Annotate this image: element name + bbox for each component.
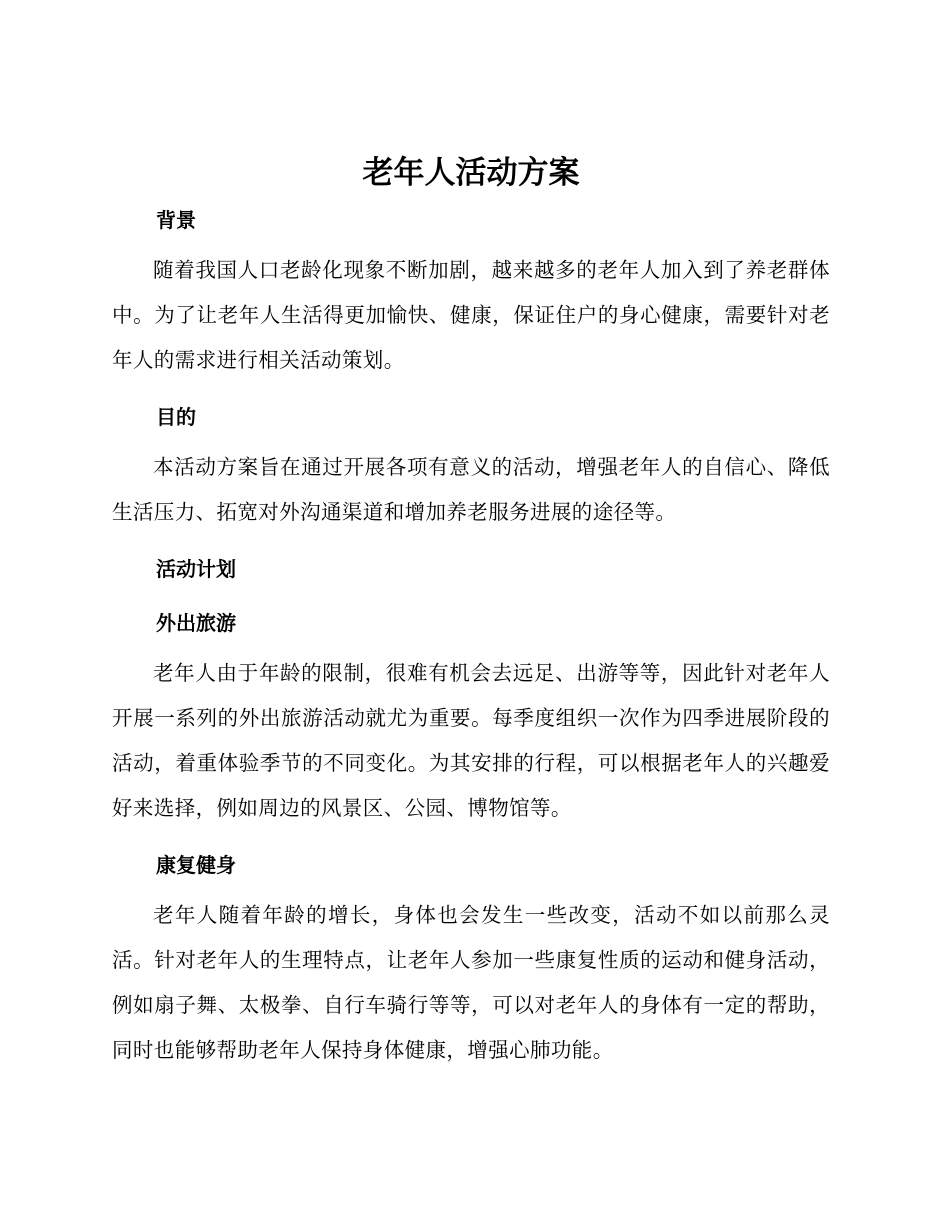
spacer [112,643,830,651]
section-heading-background: 背景 [156,208,196,232]
document-body [112,150,830,1073]
section-heading-purpose: 目的 [156,405,196,429]
paragraph-purpose: 本活动方案旨在通过开展各项有意义的活动，增强老年人的自信心、降低生活压力、拓宽对外沟通渠道和增加养老服务进展的途径等。 [112,455,830,524]
document-title: 老年人活动方案 [362,155,580,191]
spacer [112,437,830,445]
spacer [112,885,830,893]
spacer [112,383,830,397]
spacer [112,831,830,845]
spacer [112,240,830,248]
spacer [112,589,830,603]
section-heading-plan: 活动计划 [156,557,236,581]
section-heading-fitness: 康复健身 [156,853,236,877]
spacer [112,535,830,549]
section-heading-travel: 外出旅游 [156,611,236,635]
paragraph-background: 随着我国人口老龄化现象不断加剧，越来越多的老年人加入到了养老群体中。为了让老年人生活得更加愉快、健康，保证住户的身心健康，需要针对老年人的需求进行相关活动策划。 [112,258,830,372]
paragraph-fitness: 老年人随着年龄的增长，身体也会发生一些改变，活动不如以前那么灵活。针对老年人的生理特点，让老年人参加一些康复性质的运动和健身活动，例如扇子舞、太极拳、自行车骑行等等，可以对老年人的身体有一定的帮助，同时也能够帮助老年人保持身体健康，增强心肺功能。 [112,903,830,1062]
paragraph-travel: 老年人由于年龄的限制，很难有机会去远足、出游等等，因此针对老年人开展一系列的外出旅游活动就尤为重要。每季度组织一次作为四季进展阶段的活动，着重体验季节的不同变化。为其安排的行程，可以根据老年人的兴趣爱好来选择，例如周边的风景区、公园、博物馆等。 [112,661,830,820]
